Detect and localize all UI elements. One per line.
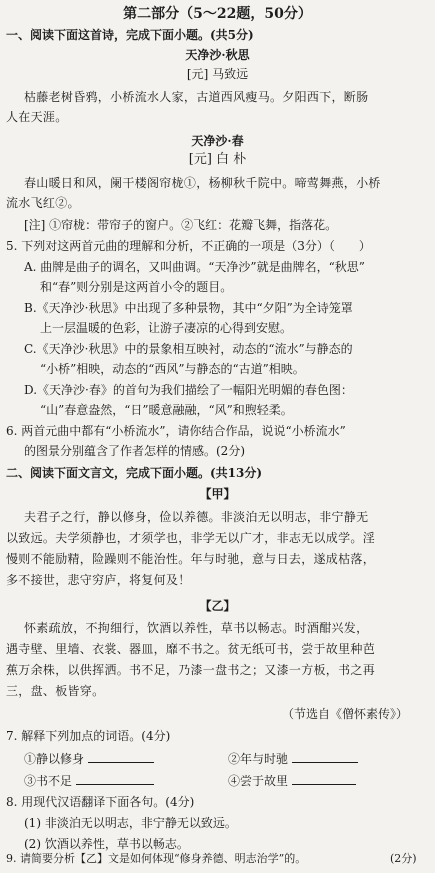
q6-line1: 6. 两首元曲中都有“小桥流水”，请你结合作品，说说“小桥流水” (6, 424, 346, 438)
section2-heading: 二、阅读下面文言文，完成下面小题。(共13分) (6, 466, 263, 480)
q7-item-1-text: ①静以修身 (24, 752, 85, 766)
footer-text (0, 859, 435, 873)
q5-option-c-line2: “小桥”相映，动态的“西风”与静态的“古道”相映。 (40, 362, 305, 376)
q7-item-3 (24, 772, 154, 789)
poem1-author: [元] 马致远 (186, 67, 249, 81)
poem2-line-2: 流水飞红②。 (6, 196, 80, 210)
passage-jia-line-1: 夫君子之行，静以修身，俭以养德。非淡泊无以明志，非宁静无 (24, 510, 369, 524)
passage-yi-line-2: 遇寺壁、里墙、衣裳、器皿，靡不书之。贫无纸可书，尝于故里种芭 (6, 642, 376, 656)
q7-item-2-blank[interactable] (292, 750, 358, 763)
passage-jia-line-2: 以致远。夫学须静也，才须学也，非学无以广才，非志无以成学。淫 (6, 531, 376, 545)
q5-stem: 5. 下列对这两首元曲的理解和分析，不正确的一项是（3分）（ ） (6, 239, 371, 253)
q8-item-2: (2) 饮酒以养性，草书以畅志。 (24, 837, 189, 851)
q5-option-b-line2: 上一层温暖的色彩，让游子凄凉的心得到安慰。 (40, 321, 293, 335)
passage-jia-label: 【甲】 (199, 487, 236, 501)
q7-item-4-text: ④尝于故里 (228, 774, 289, 788)
passage-yi-source: （节选自《僧怀素传》） (282, 707, 409, 721)
q5-option-b-line1: B.《天净沙·秋思》中出现了多种景物，其中“夕阳”为全诗笼罩 (24, 301, 353, 315)
q7-stem: 7. 解释下列加点的词语。(4分) (6, 729, 171, 743)
poem1-line-2: 人在天涯。 (6, 110, 68, 124)
poem1-line-1: 枯藤老树昏鸦，小桥流水人家，古道西风瘦马。夕阳西下，断肠 (24, 90, 369, 104)
page-title: 第二部分（5～22题，50分） (123, 6, 312, 22)
q6-line2: 的图景分别蕴含了作者怎样的情感。(2分) (24, 444, 245, 458)
q5-option-c-line1: C.《天净沙·秋思》中的景象相互映衬，动态的“流水”与静态的 (24, 342, 353, 356)
q7-item-3-blank[interactable] (76, 772, 154, 785)
poem1-title: 天净沙·秋思 (185, 48, 250, 62)
q9-line1: 9. 请简要分析【乙】文是如何体现“修身养德、明志治学”的。 (6, 852, 307, 865)
passage-yi-line-1: 怀素疏放，不拘细行，饮酒以养性，草书以畅志。时酒酣兴发， (24, 621, 369, 635)
q7-item-1 (24, 750, 154, 767)
q5-option-d-line1: D.《天净沙·春》的首句为我们描绘了一幅阳光明媚的春色图： (24, 383, 353, 397)
passage-jia-line-3: 慢则不能励精，险躁则不能治性。年与时驰，意与日去，遂成枯落， (6, 552, 376, 566)
q5-option-d-line2: “山”春意盎然，“日”暖意融融，“风”和煦轻柔。 (40, 403, 293, 417)
q7-item-1-blank[interactable] (88, 750, 154, 763)
q8-item-1: (1) 非淡泊无以明志，非宁静无以致远。 (24, 816, 237, 830)
q5-option-a-line2: 和“春”则分别是这两首小令的题目。 (40, 280, 233, 294)
poem2-author: [元] 白 朴 (188, 152, 247, 167)
passage-jia-line-4: 多不接世，悲守穷庐，将复何及！ (6, 573, 191, 587)
poem2-title: 天净沙·春 (191, 134, 244, 148)
annotation-note: [注] ①帘栊：带帘子的窗户。②飞红：花瓣飞舞，指落花。 (24, 218, 338, 232)
q9-line2: (2分) (390, 852, 417, 865)
q7-item-3-text: ③书不足 (24, 774, 73, 788)
q7-item-4-blank[interactable] (292, 772, 356, 785)
poem2-line-1: 春山暖日和风，阑干楼阁帘栊①，杨柳秋千院中。啼莺舞燕，小桥 (24, 176, 381, 190)
section1-heading: 一、阅读下面这首诗，完成下面小题。(共5分) (6, 28, 254, 42)
q7-item-2 (228, 750, 358, 767)
q7-item-2-text: ②年与时驰 (228, 752, 289, 766)
q7-item-4 (228, 772, 356, 789)
passage-yi-line-3: 蕉万余株，以供挥洒。书不足，乃漆一盘书之；又漆一方板，书之再 (6, 663, 376, 677)
q8-stem: 8. 用现代汉语翻译下面各句。(4分) (6, 795, 195, 809)
passage-yi-line-4: 三，盘、板皆穿。 (6, 684, 105, 698)
passage-yi-label: 【乙】 (199, 599, 236, 613)
q5-option-a-line1: A. 曲牌是曲子的调名，又叫曲调。“天净沙”就是曲牌名，“秋思” (24, 260, 365, 274)
